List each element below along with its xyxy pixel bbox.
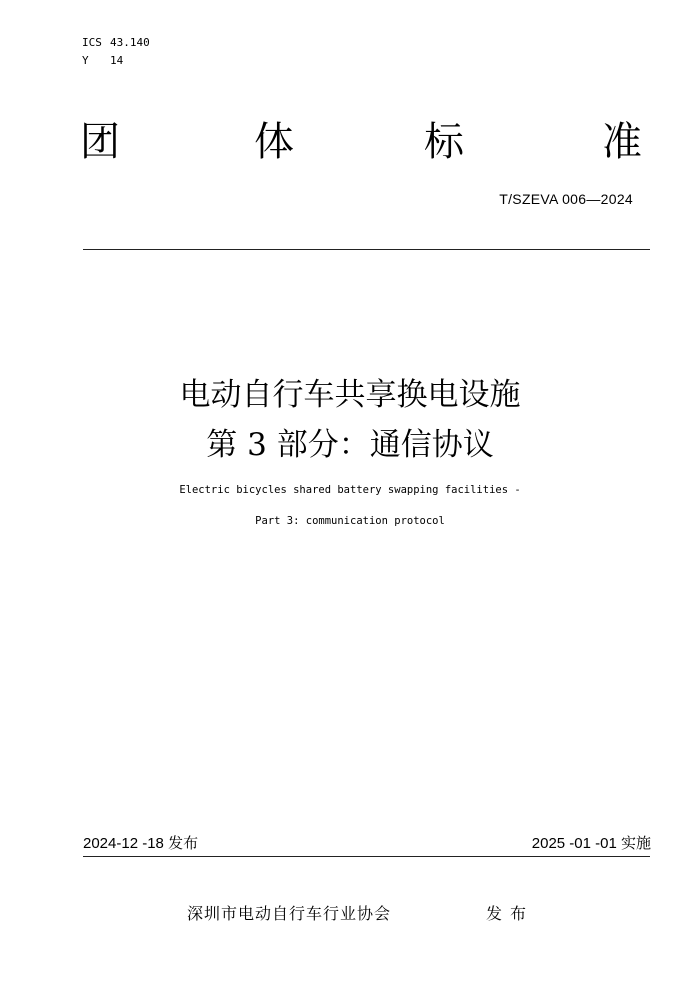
publish-verb: 发布 [486, 904, 535, 923]
title-en-line-1: Electric bicycles shared battery swapping facilities - [179, 484, 521, 496]
standard-type-char-1: 团 [80, 119, 120, 165]
ccs-row [82, 52, 150, 70]
publisher-name: 深圳市电动自行车行业协会 [187, 904, 392, 923]
standard-type-char-3: 标 [424, 119, 464, 165]
header-divider [83, 249, 650, 250]
ccs-label: Y [82, 54, 89, 67]
ics-code: 43.140 [110, 36, 150, 49]
ics-label: ICS [82, 36, 102, 49]
effective-date: 2025 -01 -01 实施 [531, 835, 651, 852]
classification-codes [82, 34, 150, 70]
standard-number: T/SZEVA 006—2024 [499, 191, 633, 207]
footer-divider [83, 856, 650, 857]
title-zh-line-2: 第 3 部分：通信协议 [206, 427, 494, 463]
standard-type-heading [80, 116, 646, 168]
issue-date: 2024-12 -18 发布 [83, 835, 199, 852]
title-en-line-2: Part 3: communication protocol [255, 515, 445, 527]
ccs-code: 14 [110, 54, 124, 67]
standard-type-char-2: 体 [254, 119, 294, 165]
title-zh-line-1: 电动自行车共享换电设施 [179, 377, 521, 413]
ics-row [82, 34, 150, 52]
standard-type-char-4: 准 [602, 119, 642, 165]
